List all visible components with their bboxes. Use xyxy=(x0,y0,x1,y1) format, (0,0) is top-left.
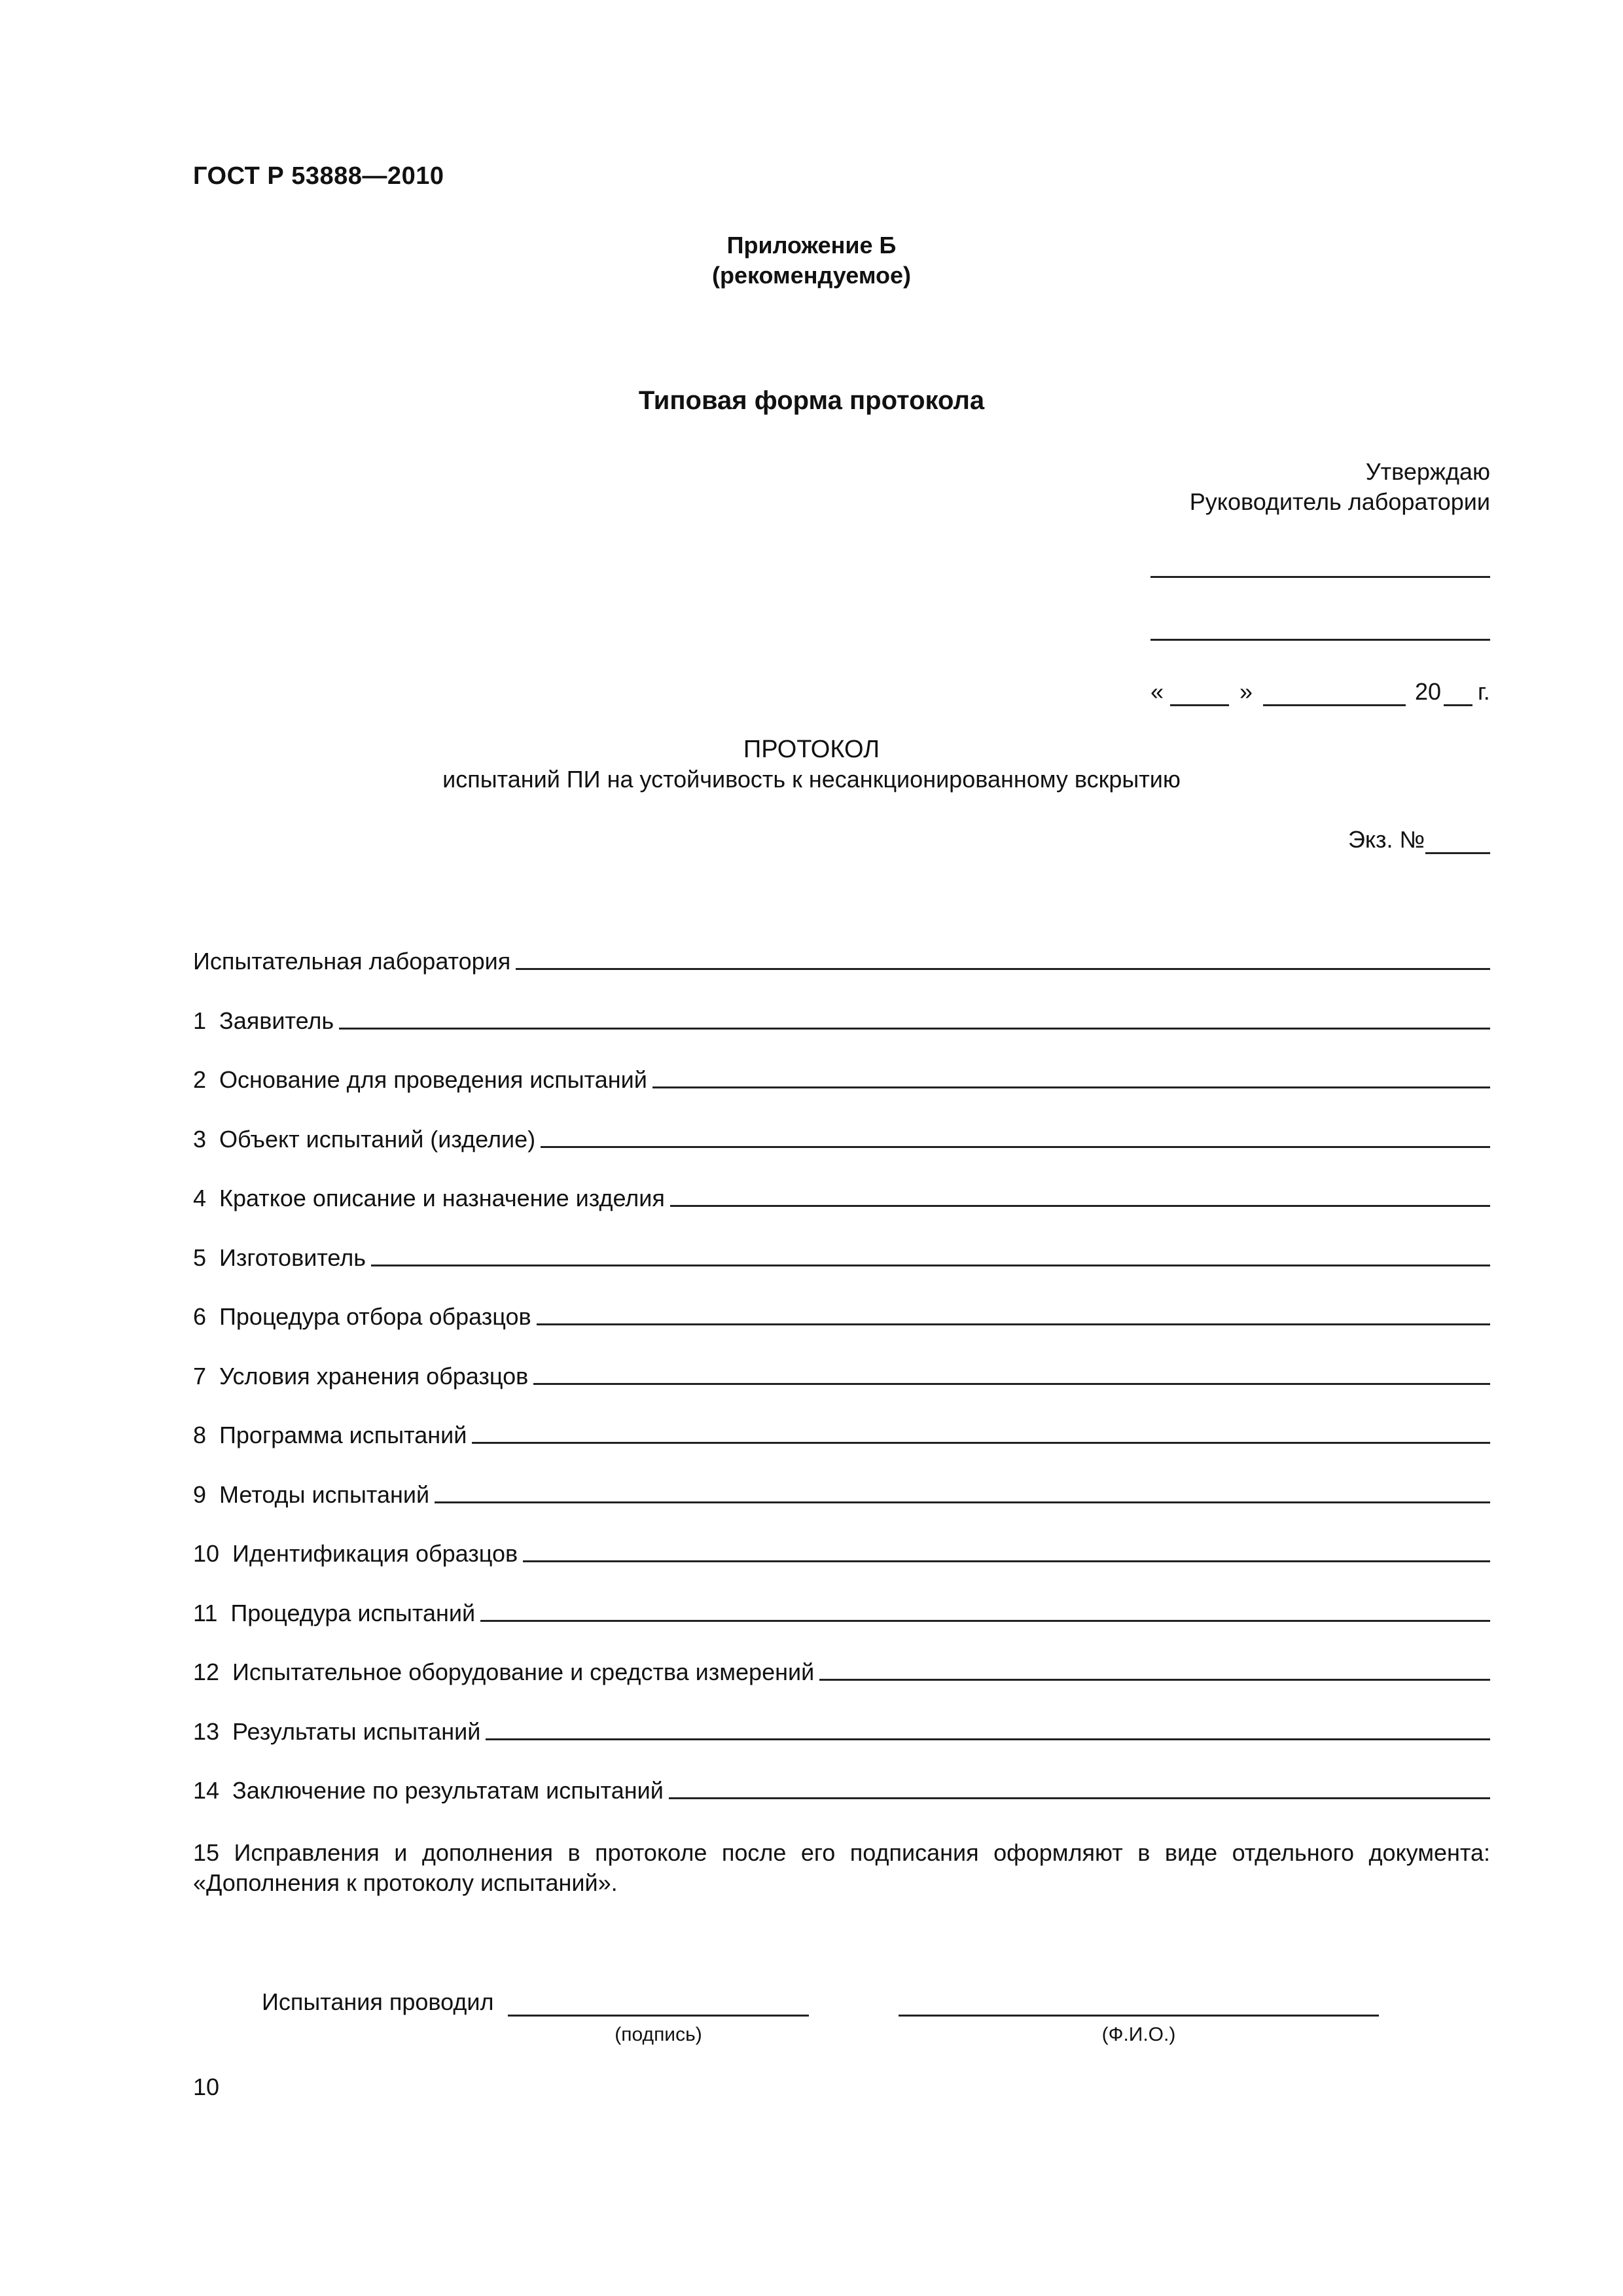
standard-number: ГОСТ Р 53888—2010 xyxy=(193,162,444,190)
field-input-line[interactable] xyxy=(537,1323,1490,1325)
field-label: 5 Изготовитель xyxy=(193,1244,366,1271)
field-row xyxy=(193,1066,1490,1094)
signature-line[interactable] xyxy=(508,2015,809,2017)
note-15: 15 Исправления и дополнения в протоколе после его подписания оформляют в виде отдельного документа: «Дополнения к протоколу испытаний». xyxy=(193,1839,1490,1896)
form-title: Типовая форма протокола xyxy=(638,386,985,415)
field-input-line[interactable] xyxy=(486,1738,1490,1740)
field-label: 6 Процедура отбора образцов xyxy=(193,1303,531,1330)
field-input-line[interactable] xyxy=(480,1620,1490,1622)
field-row xyxy=(193,1007,1490,1035)
approver-signature-line[interactable] xyxy=(1150,576,1490,578)
field-input-line[interactable] xyxy=(533,1383,1490,1385)
field-label: 4 Краткое описание и назначение изделия xyxy=(193,1185,665,1211)
field-input-line[interactable] xyxy=(523,1560,1490,1562)
field-row xyxy=(193,1481,1490,1509)
field-row xyxy=(193,1422,1490,1449)
appendix-status: (рекомендуемое) xyxy=(712,262,911,289)
field-row xyxy=(193,1600,1490,1627)
field-label: 9 Методы испытаний xyxy=(193,1481,430,1508)
appendix-title: Приложение Б xyxy=(726,232,897,259)
full-name-caption: (Ф.И.О.) xyxy=(1101,2024,1176,2045)
field-row xyxy=(193,1126,1490,1153)
approval-date xyxy=(1150,678,1490,708)
approver-role: Руководитель лаборатории xyxy=(1189,488,1490,515)
field-row xyxy=(193,1718,1490,1746)
field-label: 7 Условия хранения образцов xyxy=(193,1363,529,1390)
protocol-title: ПРОТОКОЛ xyxy=(743,736,880,763)
field-input-line[interactable] xyxy=(669,1797,1490,1799)
full-name-line[interactable] xyxy=(899,2015,1379,2017)
protocol-subtitle: испытаний ПИ на устойчивость к несанкционированному вскрытию xyxy=(442,766,1181,793)
field-row xyxy=(193,1363,1490,1390)
field-label: 10 Идентификация образцов xyxy=(193,1540,518,1567)
field-input-line[interactable] xyxy=(435,1501,1490,1503)
page-number: 10 xyxy=(193,2073,220,2100)
date-day-line[interactable] xyxy=(1170,704,1229,706)
field-label: 13 Результаты испытаний xyxy=(193,1718,481,1745)
field-input-line[interactable] xyxy=(516,968,1490,970)
copy-number-line[interactable] xyxy=(1425,852,1490,854)
field-input-line[interactable] xyxy=(652,1086,1490,1088)
field-row xyxy=(193,1777,1490,1804)
field-row xyxy=(193,1659,1490,1686)
field-label: 1 Заявитель xyxy=(193,1007,334,1034)
field-row xyxy=(193,948,1490,975)
field-label: 11 Процедура испытаний xyxy=(193,1600,476,1626)
date-close-quote: » xyxy=(1240,678,1253,705)
field-row xyxy=(193,1244,1490,1272)
date-open-quote: « xyxy=(1150,678,1164,705)
field-label: 14 Заключение по результатам испытаний xyxy=(193,1777,664,1804)
field-row xyxy=(193,1540,1490,1568)
signature-caption: (подпись) xyxy=(615,2024,702,2045)
copy-number-label: Экз. № xyxy=(1348,826,1425,853)
date-year-prefix: 20 xyxy=(1415,678,1442,705)
signature-label: Испытания проводил xyxy=(262,1988,494,2015)
approve-label: Утверждаю xyxy=(1365,458,1490,485)
field-label: Испытательная лаборатория xyxy=(193,948,511,975)
field-label: 3 Объект испытаний (изделие) xyxy=(193,1126,536,1153)
field-label: 2 Основание для проведения испытаний xyxy=(193,1066,647,1093)
date-year-line[interactable] xyxy=(1444,704,1472,706)
field-label: 8 Программа испытаний xyxy=(193,1422,467,1448)
date-month-line[interactable] xyxy=(1263,704,1406,706)
field-row xyxy=(193,1185,1490,1212)
field-label: 12 Испытательное оборудование и средства измерений xyxy=(193,1659,815,1685)
field-input-line[interactable] xyxy=(819,1679,1490,1681)
field-input-line[interactable] xyxy=(541,1146,1490,1148)
field-input-line[interactable] xyxy=(472,1442,1490,1444)
date-year-suffix: г. xyxy=(1478,678,1490,705)
field-input-line[interactable] xyxy=(371,1265,1490,1266)
approver-name-line[interactable] xyxy=(1150,639,1490,641)
field-input-line[interactable] xyxy=(339,1028,1490,1030)
field-input-line[interactable] xyxy=(670,1205,1490,1207)
field-row xyxy=(193,1303,1490,1331)
